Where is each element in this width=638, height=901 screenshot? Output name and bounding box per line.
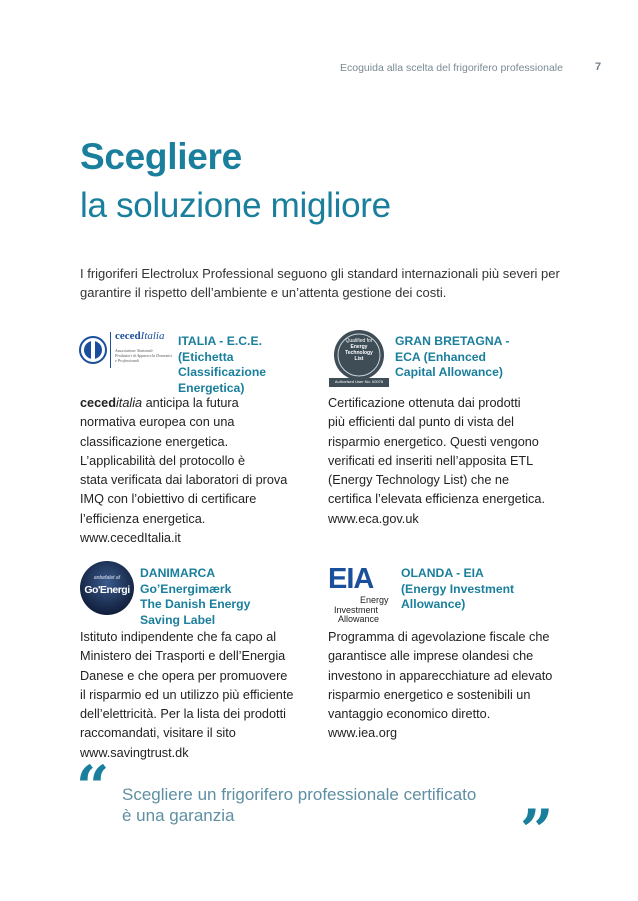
heading-nl: OLANDA - EIA (Energy Investment Allowance) bbox=[401, 566, 515, 611]
page-title: Scegliere bbox=[80, 136, 242, 177]
logo-brand-b: Italia bbox=[140, 330, 165, 342]
energy-technology-list-logo: Qualified for Energy Technology List Authorised User No: 00078 bbox=[329, 328, 389, 388]
page-number: 7 bbox=[595, 61, 602, 73]
ceced-italia-logo bbox=[79, 330, 174, 370]
body-italia: ceceditalia anticipa la futura normativa europea con una classificazione energetica. L’applicabilità del protocollo è stata verificata dai laboratori di prova IMQ con l’obiettivo di certificare l’efficienza energetica. www.cecedItalia.it bbox=[80, 394, 330, 548]
body-dk: Istituto indipendente che fa capo al Ministero dei Trasporti e dell’Energia Danese e che opera per promuovere il risparmio ed un utilizzo più efficiente dell’elettricità. Per la lista dei prodotti raccomandati, visitare il sito www.savingtrust.dk bbox=[80, 628, 330, 763]
logo-brand-a: ceced bbox=[115, 330, 141, 342]
close-quote-mark: ” bbox=[520, 797, 554, 865]
link-uk: www.eca.gov.uk bbox=[328, 511, 419, 526]
heading-dk: DANIMARCA Go’Energimærk The Danish Energy Saving Label bbox=[140, 566, 251, 627]
link-nl: www.iea.org bbox=[328, 726, 398, 741]
heading-italia: ITALIA - E.C.E. (Etichetta Classificazione Energetica) bbox=[178, 334, 267, 395]
page-subtitle: la soluzione migliore bbox=[80, 186, 391, 225]
body-uk: Certificazione ottenuta dai prodotti più efficienti dal punto di vista del risparmio energetico. Questi vengono verificati ed inseriti nell’apposita ETL (Energy Technology List) che ne certifica l’elevata efficienza energetica. www.eca.gov.uk bbox=[328, 394, 578, 529]
logo-sub-1: Associazione Nazionale bbox=[115, 348, 154, 353]
pull-quote: Scegliere un frigorifero professionale certificato è una garanzia bbox=[122, 785, 477, 825]
go-energi-logo: anbefalet af Go'Energi bbox=[79, 560, 135, 616]
eia-logo: EIA Energy Investment Allowance bbox=[328, 563, 389, 624]
logo-sub-2: Produttori di Apparecchi Domestici bbox=[115, 353, 173, 358]
link-italia: www.cecedItalia.it bbox=[80, 531, 181, 546]
body-nl: Programma di agevolazione fiscale che garantisce alle imprese olandesi che investono in apparecchiature ad elevato risparmio energetico e sostenibili un vantaggio economico diretto. www.iea.org bbox=[328, 628, 578, 744]
intro-paragraph: I frigoriferi Electrolux Professional seguono gli standard internazionali più severi per garantire il rispetto dell’ambiente e un’attenta gestione dei costi. bbox=[80, 266, 560, 300]
running-header: Ecoguida alla scelta del frigorifero professionale bbox=[340, 62, 563, 74]
logo-sub-3: e Professionali bbox=[115, 358, 139, 363]
heading-uk: GRAN BRETAGNA - ECA (Enhanced Capital Allowance) bbox=[395, 334, 510, 379]
open-quote-mark: “ bbox=[76, 753, 110, 821]
link-dk: www.savingtrust.dk bbox=[80, 745, 189, 760]
